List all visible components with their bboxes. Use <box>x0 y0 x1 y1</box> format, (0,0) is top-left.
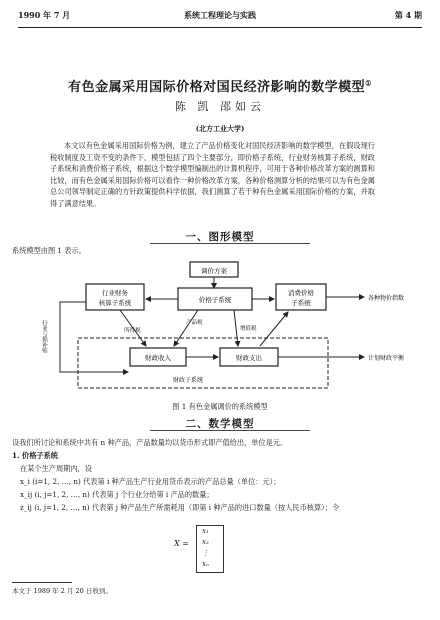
authors: 陈 凯 邵如云 <box>175 100 265 113</box>
title-footnote-mark: ① <box>365 78 372 88</box>
section-heading-1: 一、图形模型 <box>185 231 255 243</box>
paper-title: 有色金属采用国际价格对国民经济影响的数学模型① <box>68 78 372 95</box>
label-vat: 增值税 <box>240 326 257 332</box>
body-section-2 <box>12 436 422 514</box>
footnote-rule <box>12 582 72 583</box>
section-rule <box>150 243 310 244</box>
box-price-plan-label: 调价方案 <box>201 267 227 275</box>
intro-text: 系统模型由图 1 表示。 <box>12 246 86 255</box>
abstract: 本文以有色金属采用国际价格为例，建立了产品价格变化对国民经济影响的数学模型，在假设现行税收制度及工资不变的条件下，模型包括了四个主要部分，即价格子系统，行业财务核算子系统，财政子系统和消费价格子系统，根据这个数学模型编制出的计算机程序，可用于各种价格改革方案的测算和比较，而有色金属采用国际价格可以看作一种价格改革方案，各种价格测算分析的结果可以为有色金属总公司领导制定正确的方针政策提供科学依据，我们测算了若干种有色金属采用国际价格的方案，并取得了满意结果。 <box>50 141 375 208</box>
label-industry-loss: 行业亏损补贴 <box>41 320 47 353</box>
box-industry-label-1: 行业财务 <box>102 289 128 297</box>
vector-x <box>174 525 234 573</box>
box-consumer-label-2: 子系统 <box>291 299 311 307</box>
label-income-tax: 所得税 <box>124 328 141 334</box>
vector-entry: ⋮ <box>202 549 209 557</box>
header-rule <box>18 27 422 28</box>
paragraph: 设我们所讨论和系统中共有 n 种产品，产品数量均以货币形式即产值给出，单位是元。 <box>12 438 288 447</box>
definition-line: x_ij (i, j=1, 2, …, n) 代表第 j 个行业分给第 i 产品的数量； <box>20 490 214 499</box>
figure-1-diagram <box>38 258 418 406</box>
section-rule-2 <box>150 430 310 431</box>
header-journal: 系统工程理论与实践 <box>184 10 256 20</box>
output-fiscal-balance: 计划财政平衡 <box>368 355 405 362</box>
box-expense-label: 财政支出 <box>236 354 262 362</box>
subheading-price-subsystem: 1. 价格子系统 <box>12 451 58 460</box>
fiscal-subsystem-label: 财政子系统 <box>172 377 204 384</box>
vector-entry: x₁ <box>202 527 209 535</box>
affiliation: (北方工业大学) <box>195 124 245 133</box>
label-product-tax: 产品税 <box>186 320 203 326</box>
header-date: 1990 年 7 月 <box>18 10 71 20</box>
paragraph: 在某个生产周期内，设 <box>20 464 92 473</box>
vector-label: X = <box>174 539 189 548</box>
box-price-subsystem-label: 价格子系统 <box>198 296 232 304</box>
footnote: 本文于 1989 年 2 月 20 日收到。 <box>12 587 112 595</box>
vector-entry: x₂ <box>202 538 209 546</box>
figure-caption: 图 1 有色金属调价的系统模型 <box>172 402 268 411</box>
vector-entry: xₙ <box>202 560 209 568</box>
definition-line: z_ij (i, j=1, 2, …, n) 代表第 j 种产品生产所需耗用（即第 i 种产品的进口数量（按人民币核算）；令 <box>20 503 340 512</box>
bracket-right <box>218 525 224 573</box>
output-price-indices: 各种物价指数 <box>368 295 405 302</box>
definition-line: x_i (i=1, 2, …, n) 代表第 i 种产品生产行业用货币表示的产品总量（单位：元）； <box>20 477 281 486</box>
box-industry-label-2: 核算子系统 <box>98 299 132 307</box>
box-consumer-label-1: 消费价格 <box>288 289 314 297</box>
section-heading-2: 二、数学模型 <box>185 418 255 430</box>
header-issue: 第 4 期 <box>394 10 422 20</box>
box-revenue-label: 财政收入 <box>145 354 171 362</box>
running-header <box>18 10 422 26</box>
